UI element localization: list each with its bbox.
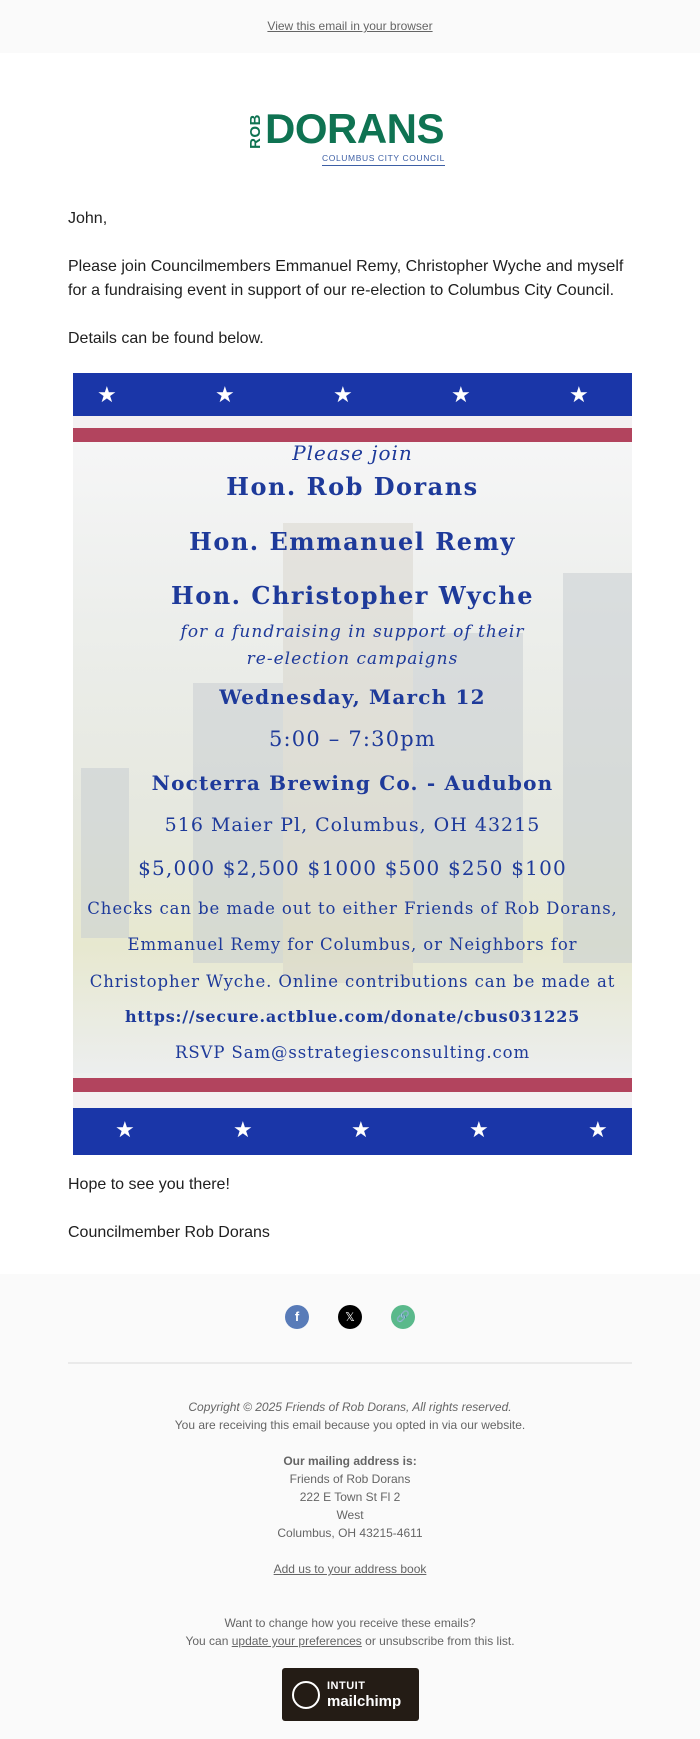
logo-rob-text: ROB — [246, 114, 264, 149]
link-icon[interactable]: 🔗 — [391, 1305, 415, 1329]
mailchimp-logo-icon — [292, 1681, 320, 1709]
checks-line-1: Checks can be made out to either Friends of Rob Dorans, — [87, 899, 618, 918]
event-address: 516 Maier Pl, Columbus, OH 43215 — [164, 814, 541, 836]
donate-url: https://secure.actblue.com/donate/cbus031225 — [124, 1007, 581, 1026]
event-date: Wednesday, March 12 — [219, 685, 486, 709]
stripe — [73, 1092, 632, 1108]
you-can-text: You can — [185, 1634, 229, 1648]
address-line: Friends of Rob Dorans — [289, 1472, 411, 1486]
x-icon[interactable]: 𝕏 — [338, 1305, 362, 1329]
change-prefs-question: Want to change how you receive these emails? — [224, 1616, 476, 1630]
purpose-line-1: for a fundraising in support of their — [180, 622, 525, 642]
greeting: John, — [68, 210, 108, 227]
star-icon: ★ — [469, 1117, 489, 1142]
update-preferences-link[interactable]: update your preferences — [231, 1634, 362, 1648]
copyright-text: Copyright © 2025 Friends of Rob Dorans, All rights reserved. — [188, 1400, 512, 1414]
star-icon: ★ — [233, 1117, 253, 1142]
mailing-address-heading: Our mailing address is: — [283, 1454, 417, 1468]
opt-in-reason: You are receiving this email because you opted in via our website. — [174, 1418, 526, 1432]
event-flyer-image — [73, 373, 632, 1155]
unsubscribe-text: or unsubscribe from this list. — [365, 1634, 515, 1648]
star-icon: ★ — [351, 1117, 371, 1142]
star-icon: ★ — [588, 1117, 608, 1142]
star-icon: ★ — [451, 382, 471, 407]
logo-name-text: DORANS — [265, 105, 445, 152]
star-icon: ★ — [569, 382, 589, 407]
logo-header — [0, 53, 700, 210]
badge-mailchimp-text: mailchimp — [327, 1693, 402, 1710]
host-christopher-wyche: Hon. Christopher Wyche — [171, 581, 534, 610]
star-icon: ★ — [215, 382, 235, 407]
contribution-levels: $5,000 $2,500 $1000 $500 $250 $100 — [138, 856, 567, 880]
address-line: Columbus, OH 43215-4611 — [277, 1526, 423, 1540]
event-venue: Nocterra Brewing Co. - Audubon — [151, 771, 554, 795]
facebook-icon[interactable]: f — [285, 1305, 309, 1329]
purpose-line-2: re-election campaigns — [246, 649, 459, 669]
intro-paragraph: Please join Councilmembers Emmanuel Remy, Christopher Wyche and myself for a fundraising event in support of our re-election to Columbus City Council. — [68, 258, 624, 299]
please-join-text: Please join — [292, 441, 413, 465]
stripe — [73, 416, 632, 428]
rsvp-text: RSVP Sam@sstrategiesconsulting.com — [175, 1043, 530, 1062]
event-time: 5:00 – 7:30pm — [268, 727, 437, 751]
stripe — [73, 428, 632, 442]
logo-subtitle: COLUMBUS CITY COUNCIL — [322, 153, 445, 166]
stars-band-bottom — [73, 1108, 632, 1155]
closing-line: Hope to see you there! — [68, 1176, 230, 1193]
badge-intuit-text: INTUIT — [327, 1680, 366, 1692]
star-icon: ★ — [115, 1117, 135, 1142]
stars-band-top — [73, 373, 632, 416]
stripe — [73, 1078, 632, 1092]
signature: Councilmember Rob Dorans — [68, 1224, 270, 1241]
prefs-line — [0, 1632, 700, 1650]
details-paragraph: Details can be found below. — [68, 330, 264, 347]
host-emmanuel-remy: Hon. Emmanuel Remy — [189, 527, 516, 556]
dorans-logo — [246, 105, 450, 221]
host-rob-dorans: Hon. Rob Dorans — [226, 472, 479, 501]
star-icon: ★ — [333, 382, 353, 407]
checks-line-2: Emmanuel Remy for Columbus, or Neighbors for — [127, 935, 578, 954]
star-icon: ★ — [97, 382, 117, 407]
add-address-book-link[interactable]: Add us to your address book — [273, 1562, 427, 1576]
mailchimp-badge[interactable] — [282, 1668, 419, 1721]
view-in-browser-link[interactable]: View this email in your browser — [267, 19, 433, 33]
address-line: West — [336, 1508, 364, 1522]
checks-line-3: Christopher Wyche. Online contributions can be made at — [89, 972, 616, 991]
address-line: 222 E Town St Fl 2 — [299, 1490, 401, 1504]
preheader — [0, 0, 700, 53]
footer-divider — [68, 1362, 632, 1364]
